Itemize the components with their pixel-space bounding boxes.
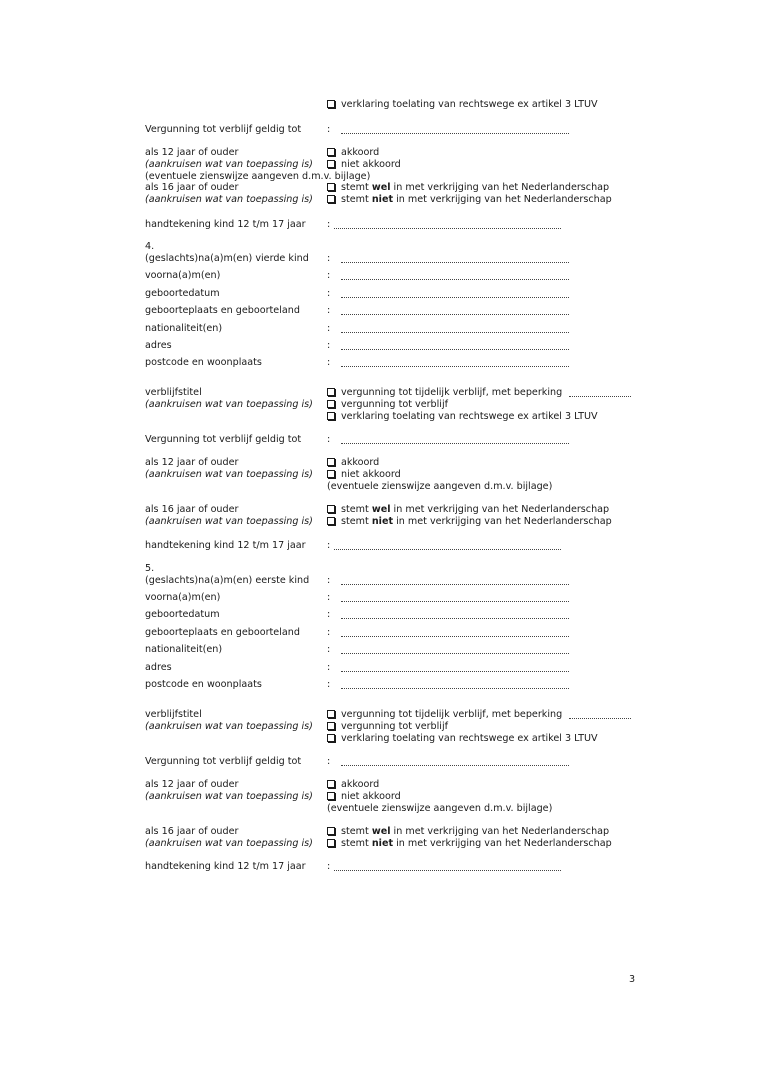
checkbox-verblijf[interactable]: vergunning tot verblijf xyxy=(327,721,448,733)
geldig-tot-field[interactable] xyxy=(341,443,569,444)
child-number: 4. xyxy=(145,241,155,252)
checkbox-icon[interactable] xyxy=(327,827,335,835)
zienswijze-note: (eventuele zienswijze aangeven d.m.v. bijlage) xyxy=(327,803,553,814)
nationaliteit-label: nationaliteit(en) xyxy=(145,323,223,334)
handtekening-label: handtekening kind 12 t/m 17 jaar xyxy=(145,540,306,551)
age12-hint: (aankruisen wat van toepassing is) xyxy=(145,791,313,802)
colon: : xyxy=(327,627,331,638)
checkbox-icon[interactable] xyxy=(327,400,335,408)
namen-field[interactable] xyxy=(341,262,569,263)
checkbox-akkoord[interactable]: akkoord xyxy=(327,457,379,469)
checkbox-stemt-wel[interactable]: stemt wel in met verkrijging van het Nederlanderschap xyxy=(327,826,609,838)
checkbox-icon[interactable] xyxy=(327,470,335,478)
checkbox-icon[interactable] xyxy=(327,792,335,800)
namen-label: (geslachts)na(a)m(en) vierde kind xyxy=(145,253,309,264)
checkbox-icon[interactable] xyxy=(327,505,335,513)
voornamen-label: voorna(a)m(en) xyxy=(145,592,221,603)
colon: : xyxy=(327,357,331,368)
checkbox-icon[interactable] xyxy=(327,710,335,718)
voornamen-field[interactable] xyxy=(341,601,569,602)
checkbox-akkoord[interactable]: akkoord xyxy=(327,779,379,791)
geldig-tot-label: Vergunning tot verblijf geldig tot xyxy=(145,434,302,445)
checkbox-icon[interactable] xyxy=(327,100,335,108)
checkbox-icon[interactable] xyxy=(327,780,335,788)
checkbox-stemt-wel[interactable]: stemt wel in met verkrijging van het Nederlanderschap xyxy=(327,182,609,194)
geldig-tot-label: Vergunning tot verblijf geldig tot xyxy=(145,124,302,135)
nationaliteit-label: nationaliteit(en) xyxy=(145,644,223,655)
age12-label: als 12 jaar of ouder xyxy=(145,457,239,468)
verblijfstitel-label: verblijfstitel xyxy=(145,387,202,398)
age16-label: als 16 jaar of ouder xyxy=(145,182,239,193)
beperking-field[interactable] xyxy=(569,396,631,397)
handtekening-field[interactable] xyxy=(334,228,561,229)
colon: : xyxy=(327,679,331,690)
checkbox-icon[interactable] xyxy=(327,517,335,525)
beperking-field[interactable] xyxy=(569,718,631,719)
checkbox-icon[interactable] xyxy=(327,388,335,396)
checkbox-stemt-niet[interactable]: stemt niet in met verkrijging van het Nederlanderschap xyxy=(327,838,612,850)
checkbox-rechtswege[interactable]: verklaring toelating van rechtswege ex artikel 3 LTUV xyxy=(327,733,598,745)
colon: : xyxy=(327,434,331,445)
postcode-label: postcode en woonplaats xyxy=(145,357,262,368)
page-number: 3 xyxy=(629,974,636,985)
postcode-field[interactable] xyxy=(341,688,569,689)
colon: : xyxy=(327,575,331,586)
zienswijze-note: (eventuele zienswijze aangeven d.m.v. bijlage) xyxy=(145,171,371,182)
age16-hint: (aankruisen wat van toepassing is) xyxy=(145,194,313,205)
checkbox-icon[interactable] xyxy=(327,458,335,466)
age16-hint: (aankruisen wat van toepassing is) xyxy=(145,838,313,849)
verblijfstitel-hint: (aankruisen wat van toepassing is) xyxy=(145,721,313,732)
age12-hint: (aankruisen wat van toepassing is) xyxy=(145,159,313,170)
verblijfstitel-hint: (aankruisen wat van toepassing is) xyxy=(145,399,313,410)
geboortedatum-field[interactable] xyxy=(341,618,569,619)
geldig-tot-label: Vergunning tot verblijf geldig tot xyxy=(145,756,302,767)
colon: : xyxy=(327,288,331,299)
namen-label: (geslachts)na(a)m(en) eerste kind xyxy=(145,575,310,586)
verblijfstitel-label: verblijfstitel xyxy=(145,709,202,720)
colon: : xyxy=(327,756,331,767)
nationaliteit-field[interactable] xyxy=(341,332,569,333)
adres-field[interactable] xyxy=(341,349,569,350)
geboortedatum-field[interactable] xyxy=(341,297,569,298)
checkbox-stemt-wel[interactable]: stemt wel in met verkrijging van het Nederlanderschap xyxy=(327,504,609,516)
age12-label: als 12 jaar of ouder xyxy=(145,147,239,158)
colon: : xyxy=(327,592,331,603)
colon: : xyxy=(327,219,331,230)
checkbox-rechtswege[interactable]: verklaring toelating van rechtswege ex artikel 3 LTUV xyxy=(327,411,598,423)
checkbox-tijdelijk[interactable]: vergunning tot tijdelijk verblijf, met beperking xyxy=(327,709,562,721)
adres-field[interactable] xyxy=(341,671,569,672)
geboorteplaats-label: geboorteplaats en geboorteland xyxy=(145,627,300,638)
colon: : xyxy=(327,644,331,655)
checkbox-icon[interactable] xyxy=(327,722,335,730)
age12-hint: (aankruisen wat van toepassing is) xyxy=(145,469,313,480)
adres-label: adres xyxy=(145,340,172,351)
postcode-label: postcode en woonplaats xyxy=(145,679,262,690)
nationaliteit-field[interactable] xyxy=(341,653,569,654)
age16-label: als 16 jaar of ouder xyxy=(145,504,239,515)
namen-field[interactable] xyxy=(341,584,569,585)
colon: : xyxy=(327,270,331,281)
voornamen-label: voorna(a)m(en) xyxy=(145,270,221,281)
handtekening-label: handtekening kind 12 t/m 17 jaar xyxy=(145,219,306,230)
checkbox-niet-akkoord[interactable]: niet akkoord xyxy=(327,469,401,481)
zienswijze-note: (eventuele zienswijze aangeven d.m.v. bijlage) xyxy=(327,481,553,492)
geldig-tot-field[interactable] xyxy=(341,765,569,766)
geboorteplaats-field[interactable] xyxy=(341,314,569,315)
age16-label: als 16 jaar of ouder xyxy=(145,826,239,837)
colon: : xyxy=(327,662,331,673)
checkbox-icon[interactable] xyxy=(327,839,335,847)
checkbox-akkoord[interactable]: akkoord xyxy=(327,147,379,159)
checkbox-tijdelijk[interactable]: vergunning tot tijdelijk verblijf, met beperking xyxy=(327,387,562,399)
age16-hint: (aankruisen wat van toepassing is) xyxy=(145,516,313,527)
child-number: 5. xyxy=(145,563,155,574)
geboorteplaats-field[interactable] xyxy=(341,636,569,637)
colon: : xyxy=(327,124,331,135)
handtekening-field[interactable] xyxy=(334,549,561,550)
geboortedatum-label: geboortedatum xyxy=(145,288,220,299)
age12-label: als 12 jaar of ouder xyxy=(145,779,239,790)
checkbox-icon[interactable] xyxy=(327,183,335,191)
checkbox-rechtswege[interactable]: verklaring toelating van rechtswege ex artikel 3 LTUV xyxy=(327,99,598,111)
adres-label: adres xyxy=(145,662,172,673)
colon: : xyxy=(327,253,331,264)
checkbox-icon[interactable] xyxy=(327,734,335,742)
checkbox-stemt-niet[interactable]: stemt niet in met verkrijging van het Nederlanderschap xyxy=(327,516,612,528)
handtekening-field[interactable] xyxy=(334,870,561,871)
checkbox-niet-akkoord[interactable]: niet akkoord xyxy=(327,159,401,171)
checkbox-icon[interactable] xyxy=(327,148,335,156)
colon: : xyxy=(327,323,331,334)
colon: : xyxy=(327,340,331,351)
checkbox-icon[interactable] xyxy=(327,412,335,420)
voornamen-field[interactable] xyxy=(341,279,569,280)
postcode-field[interactable] xyxy=(341,366,569,367)
checkbox-icon[interactable] xyxy=(327,195,335,203)
geboorteplaats-label: geboorteplaats en geboorteland xyxy=(145,305,300,316)
colon: : xyxy=(327,540,331,551)
colon: : xyxy=(327,861,331,872)
geldig-tot-field[interactable] xyxy=(341,133,569,134)
checkbox-stemt-niet[interactable]: stemt niet in met verkrijging van het Nederlanderschap xyxy=(327,194,612,206)
colon: : xyxy=(327,305,331,316)
geboortedatum-label: geboortedatum xyxy=(145,609,220,620)
handtekening-label: handtekening kind 12 t/m 17 jaar xyxy=(145,861,306,872)
checkbox-niet-akkoord[interactable]: niet akkoord xyxy=(327,791,401,803)
checkbox-icon[interactable] xyxy=(327,160,335,168)
colon: : xyxy=(327,609,331,620)
checkbox-verblijf[interactable]: vergunning tot verblijf xyxy=(327,399,448,411)
